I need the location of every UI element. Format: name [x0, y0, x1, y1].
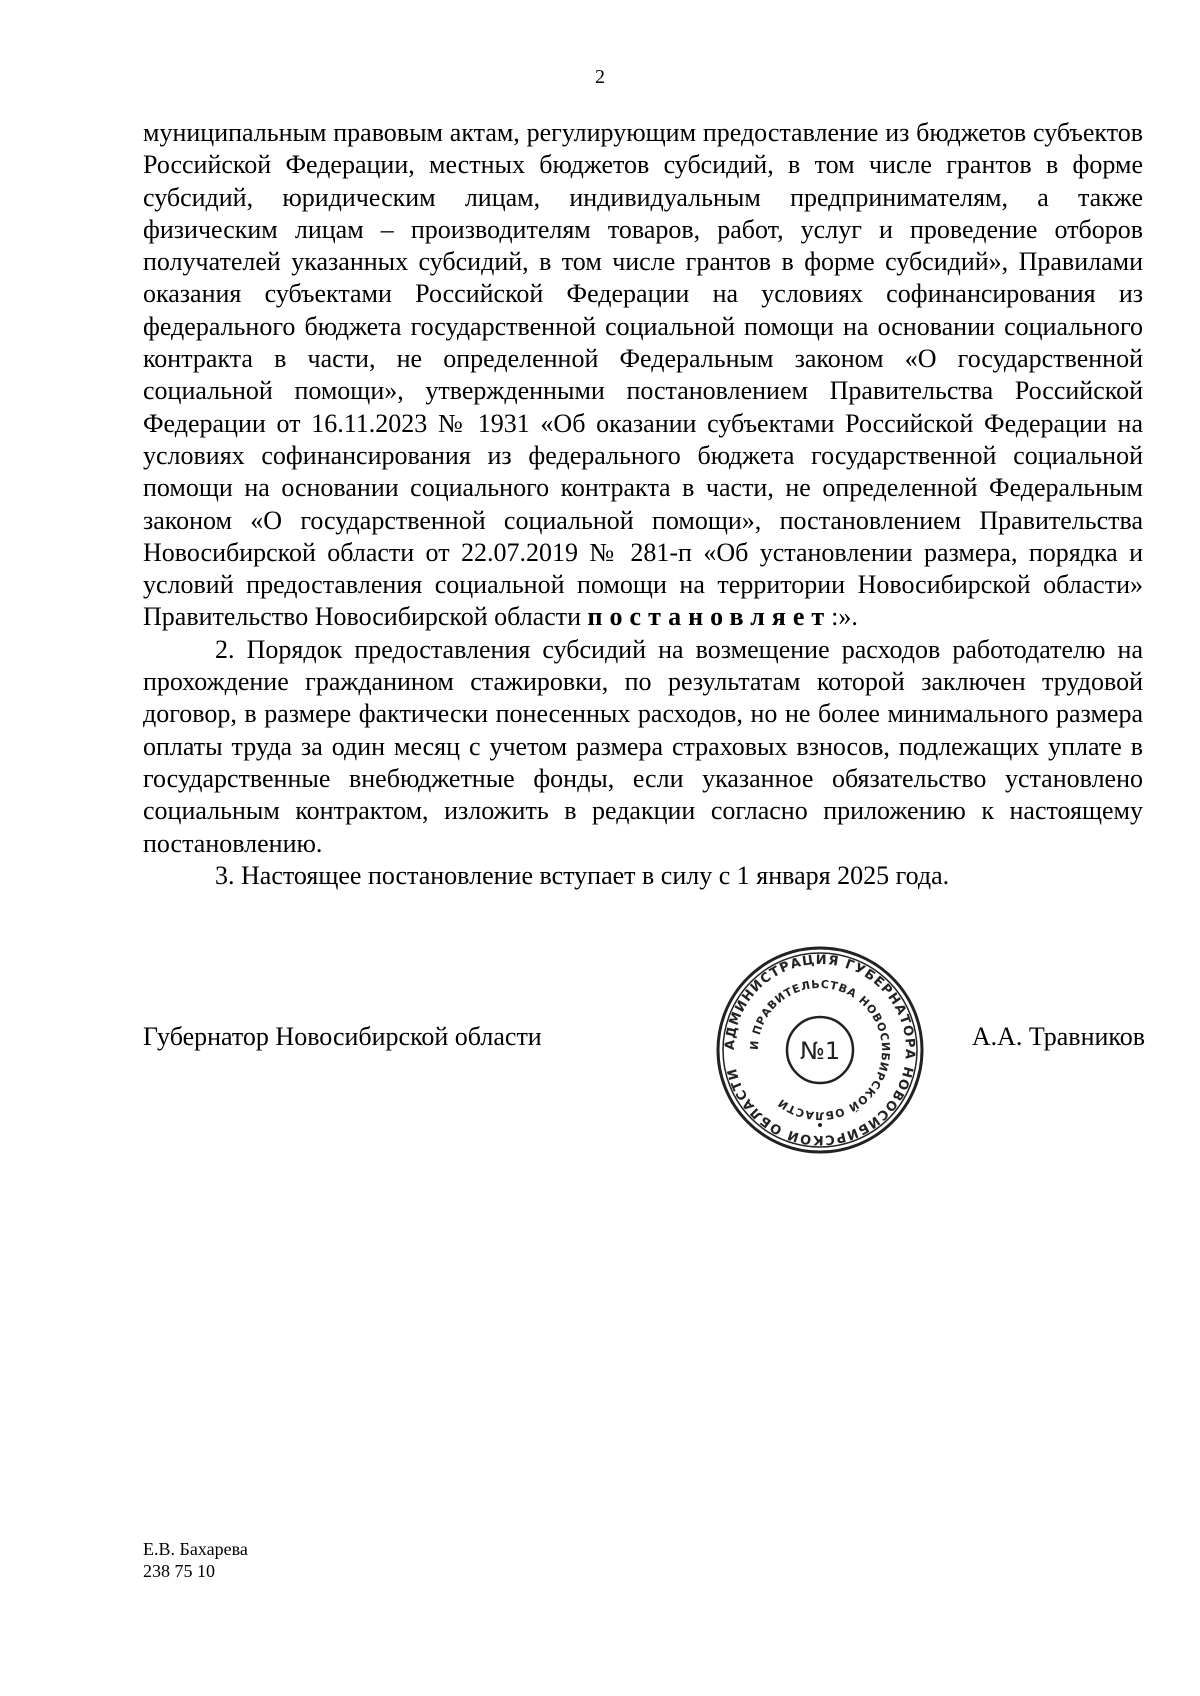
paragraph-1-ending: :». [831, 602, 858, 632]
official-seal-icon [715, 945, 925, 1155]
seal-center-number: №1 [799, 1037, 841, 1065]
executor-name: Е.В. Бахарева [143, 1539, 248, 1559]
executor-phone: 238 75 10 [143, 1561, 215, 1581]
paragraph-2: 2. Порядок предоставления субсидий на возмещение расходов работодателю на прохождение гражданином стажировки, по результатам которой заключен трудовой договор, в размере фактически понесенных расходов, но не более минимального размера оплаты труда за один месяц с учетом размера страховых взносов, подлежащих уплате в государственные внебюджетные фонды, если указанное обязательство установлено социальным контрактом, изложить в редакции согласно приложению к настоящему постановлению. [143, 634, 1143, 858]
executor-info [143, 1538, 248, 1582]
resolution-word: постановляет [587, 602, 832, 632]
seal-inner-text: И ПРАВИТЕЛЬСТВА НОВОСИБИРСКОЙ ОБЛАСТИ [747, 977, 893, 1123]
paragraph-1 [143, 117, 1143, 634]
document-body [143, 117, 1143, 892]
signer-name: А.А. Травников [971, 1022, 1145, 1051]
paragraph-1-text: муниципальным правовым актам, регулирующим предоставление из бюджетов субъектов Российской Федерации, местных бюджетов субсидий, в том числе грантов в форме субсидий, юридическим лицам, индивидуальным предпринимателям, а также физическим лицам – производителям товаров, работ, услуг и проведение отборов получателей указанных субсидий, в том числе грантов в форме субсидий», Правилами оказания субъектами Российской Федерации на условиях софинансирования из федерального бюджета государственной социальной помощи на основании социального контракта в части, не определенной Федеральным законом «О государственной социальной помощи», утвержденными постановлением Правительства Российской Федерации от 16.11.2023 № 1931 «Об оказании субъектами Российской Федерации на условиях софинансирования из федерального бюджета государственной социальной помощи на основании социального контракта в части, не определенной Федеральным законом «О государственной социальной помощи», постановлением Правительства Новосибирской области от 22.07.2019 № 281-п «Об установлении размера, порядка и условий предоставления социальной помощи на территории Новосибирской области» Правительство Новосибирской области [143, 118, 1143, 632]
paragraph-3: 3. Настоящее постановление вступает в силу с 1 января 2025 года. [215, 860, 950, 890]
signer-position: Губернатор Новосибирской области [143, 1022, 542, 1051]
seal-outer-text: АДМИНИСТРАЦИЯ ГУБЕРНАТОРА НОВОСИБИРСКОЙ ОБЛАСТИ [722, 952, 918, 1148]
page-number: 2 [595, 66, 605, 88]
